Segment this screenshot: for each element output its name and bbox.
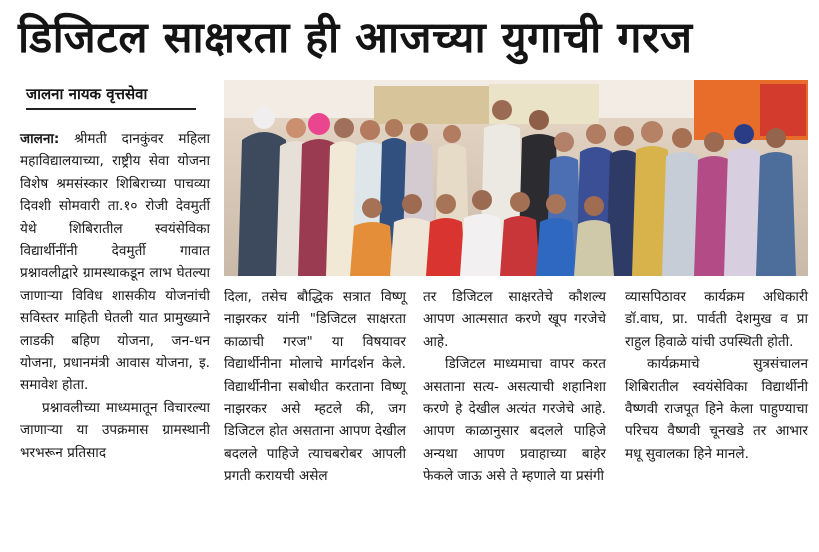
article-paragraph: तर डिजिटल साक्षरतेचे कौशल्य आपण आत्मसात करणे खूप गरजेचे आहे. (423, 289, 606, 350)
article-column-4 (625, 286, 808, 465)
article-paragraph: कार्यक्रमाचे सुत्रसंचालन शिबिरातील स्वयंसेविका विद्यार्थीनी वैष्णवी राजपूत हिने केला पाहुण्याचा परिचय वैष्णवी चूनखडे तर आभार मधू सुवालका हिने मानले. (625, 356, 808, 462)
article-column-1 (20, 128, 210, 464)
headline: डिजिटल साक्षरता ही आजच्या युगाची गरज (18, 13, 693, 63)
group-photo (224, 80, 808, 276)
dateline: जालना: (20, 131, 60, 147)
article-paragraph: दिला, तसेच बौद्धिक सत्रात विष्णू नाझरकर यांनी "डिजिटल साक्षरता काळाची गरज" या विषयावर विद्यार्थीनीना मोलाचे मार्गदर्शन केले. विद्यार्थीनीना सबोधीत करताना विष्णू नाझरकर असे म्हटले की, जग डिजिटल होत असताना आपण देखील बदलले पाहिजे त्याचबरोबर आपली प्रगती करायची असेल (224, 289, 406, 485)
article-paragraph-text: श्रीमती दानकुंवर महिला महाविद्यालयाच्या, राष्ट्रीय सेवा योजना विशेष श्रमसंस्कार शिबिराच्या पाचव्या दिवशी सोमवारी ता.१० रोजी देवमुर्ती येथे शिबिरातील स्वयंसेविका विद्यार्थीनींनी देवमुर्ती गावात प्रश्नावलीद्वारे ग्रामस्थाकडून लाभ घेतल्या जाणाऱ्या विविध शासकीय योजनांची सविस्तर माहिती घेतली यात प्रामुख्याने लाडकी बहिण योजना, जन-धन योजना, प्रधानमंत्री आवास योजना, इ. समावेश होता. (20, 131, 210, 394)
article-paragraph: डिजिटल माध्यमाचा वापर करत असताना सत्य- असत्याची शहानिशा करणे हे देखील अत्यंत गरजेचे आहे. आपण काळानुसार बदलले पाहिजे अन्यथा आपण प्रवाहाच्या बाहेर फेकले जाऊ असे ते म्हणाले या प्रसंगी (423, 356, 606, 485)
article-paragraph (20, 128, 210, 397)
article-column-2 (224, 286, 406, 488)
article-paragraph: व्यासपिठावर कार्यक्रम अधिकारी डॉ.वाघ, प्रा. पार्वती देशमुख व प्रा राहुल हिवाळे यांची उपस्थिती होती. (625, 289, 808, 350)
article-paragraph: प्रश्नावलीच्या माध्यमातून विचारल्या जाणाऱ्या या उपक्रमास ग्रामस्थानी भरभरून प्रतिसाद (20, 399, 210, 461)
article-column-3 (423, 286, 606, 488)
byline: जालना नायक वृत्तसेवा (26, 84, 196, 110)
